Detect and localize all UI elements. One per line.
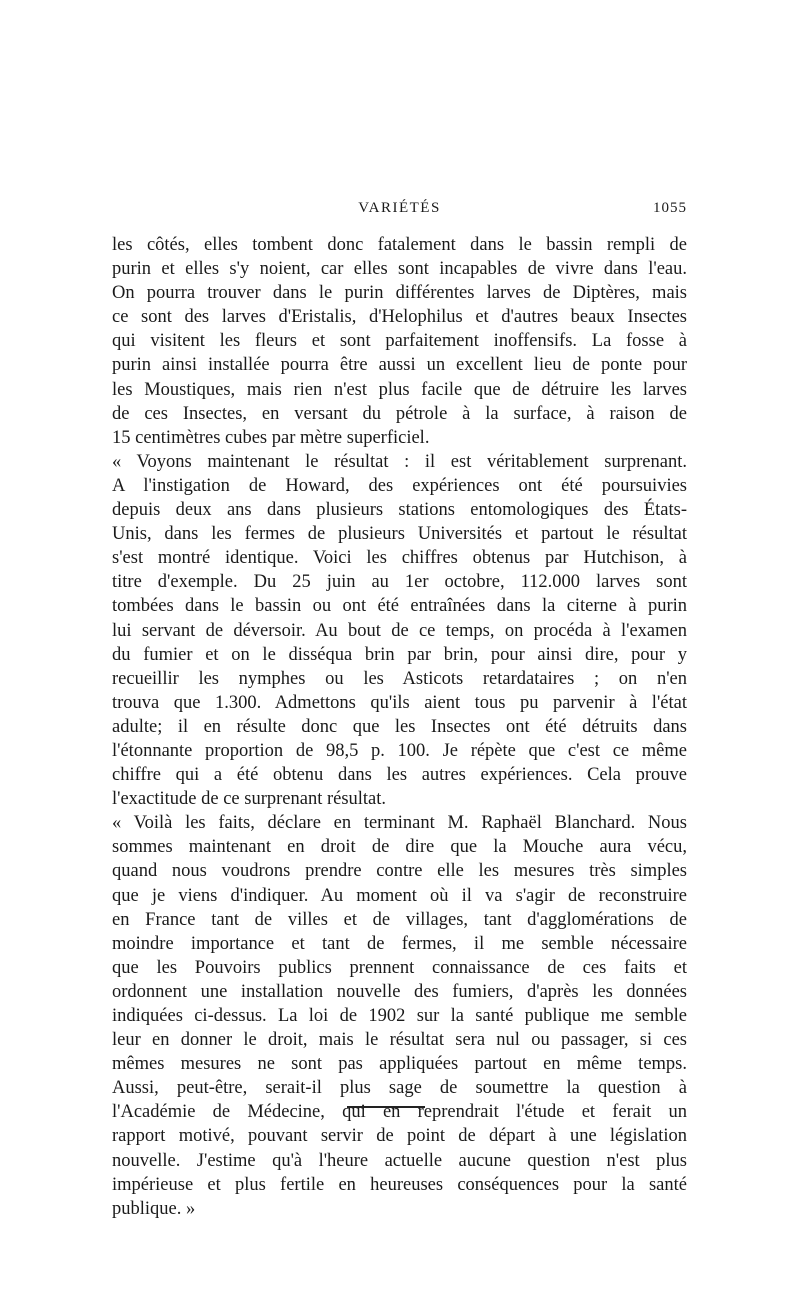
text-line: indiquées ci-dessus. La loi de 1902 sur la santé publique me semble: [112, 1006, 687, 1026]
text-line: rapport motivé, pouvant servir de point de départ à une législation: [112, 1126, 687, 1147]
text-line: mêmes mesures ne sont pas appliquées partout en même temps.: [112, 1054, 687, 1075]
text-line: publique. »: [112, 1198, 196, 1219]
text-line: « Voyons maintenant le résultat : il est véritablement surprenant.: [112, 451, 687, 472]
text-line: sommes maintenant en droit de dire que la Mouche aura vécu,: [112, 837, 687, 858]
text-line: recueillir les nymphes ou les Asticots retardataires ; on n'en: [112, 668, 687, 689]
text-line: 15 centimètres cubes par mètre superficiel.: [112, 427, 430, 448]
body-text: [112, 233, 687, 1221]
text-line: On pourra trouver dans le purin différentes larves de Diptères, mais: [112, 283, 687, 304]
text-line: du fumier et on le disséqua brin par brin, pour ainsi dire, pour y: [112, 644, 687, 665]
text-line: titre d'exemple. Du 25 juin au 1er octobre, 112.000 larves sont: [112, 572, 687, 593]
page-header: [112, 200, 687, 222]
text-line: depuis deux ans dans plusieurs stations entomologiques des États-: [112, 500, 687, 521]
text-line: quand nous voudrons prendre contre elle les mesures très simples: [112, 861, 687, 882]
text-line: de ces Insectes, en versant du pétrole à la surface, à raison de: [112, 403, 687, 424]
text-line: adulte; il en résulte donc que les Insectes ont été détruits dans: [112, 716, 687, 737]
text-line: purin et elles s'y noient, car elles sont incapables de vivre dans l'eau.: [112, 259, 687, 280]
text-line: impérieuse et plus fertile en heureuses conséquences pour la santé: [112, 1174, 687, 1195]
text-line: l'Académie de Médecine, qui en reprendrait l'étude et ferait un: [112, 1102, 687, 1123]
paragraph: [112, 811, 687, 1221]
paragraph: [112, 450, 687, 811]
text-line: que les Pouvoirs publics prennent connaissance de ces faits et: [112, 957, 687, 978]
text-line: purin ainsi installée pourra être aussi un excellent lieu de ponte pour: [112, 355, 687, 376]
text-line: ordonnent une installation nouvelle des fumiers, d'après les données: [112, 981, 687, 1002]
text-line: Aussi, peut-être, serait-il plus sage de soumettre la question à: [112, 1078, 687, 1099]
text-line: Unis, dans les fermes de plusieurs Universités et partout le résultat: [112, 524, 687, 545]
text-line: les Moustiques, mais rien n'est plus facile que de détruire les larves: [112, 379, 687, 400]
text-line: qui visitent les fleurs et sont parfaitement inoffensifs. La fosse à: [112, 331, 687, 352]
running-head: VARIÉTÉS: [358, 200, 441, 216]
text-line: lui servant de déversoir. Au bout de ce temps, on procéda à l'examen: [112, 620, 687, 641]
page: [112, 0, 687, 1304]
text-line: que je viens d'indiquer. Au moment où il va s'agir de reconstruire: [112, 885, 687, 906]
text-line: l'étonnante proportion de 98,5 p. 100. Je répète que c'est ce même: [112, 740, 687, 761]
page-number: 1055: [653, 200, 687, 216]
text-line: chiffre qui a été obtenu dans les autres expériences. Cela prouve: [112, 765, 687, 786]
text-line: en France tant de villes et de villages, tant d'agglomérations de: [112, 909, 687, 930]
paragraph: [112, 233, 687, 450]
text-line: ce sont des larves d'Eristalis, d'Helophilus et d'autres beaux Insectes: [112, 307, 687, 328]
text-line: tombées dans le bassin ou ont été entraînées dans la citerne à purin: [112, 596, 687, 617]
text-line: moindre importance et tant de fermes, il me semble nécessaire: [112, 933, 687, 954]
text-line: nouvelle. J'estime qu'à l'heure actuelle aucune question n'est plus: [112, 1150, 687, 1171]
text-line: l'exactitude de ce surprenant résultat.: [112, 789, 387, 810]
text-line: les côtés, elles tombent donc fatalement dans le bassin rempli de: [112, 235, 687, 255]
text-line: leur en donner le droit, mais le résultat sera nul ou passager, si ces: [112, 1030, 687, 1051]
text-line: trouva que 1.300. Admettons qu'ils aient tous pu parvenir à l'état: [112, 692, 687, 713]
text-line: s'est montré identique. Voici les chiffres obtenus par Hutchison, à: [112, 548, 687, 569]
section-end-rule: [347, 1106, 425, 1108]
text-line: A l'instigation de Howard, des expériences ont été poursuivies: [112, 475, 687, 496]
paragraph-container: [112, 233, 687, 1221]
text-line: « Voilà les faits, déclare en terminant M. Raphaël Blanchard. Nous: [112, 813, 687, 834]
